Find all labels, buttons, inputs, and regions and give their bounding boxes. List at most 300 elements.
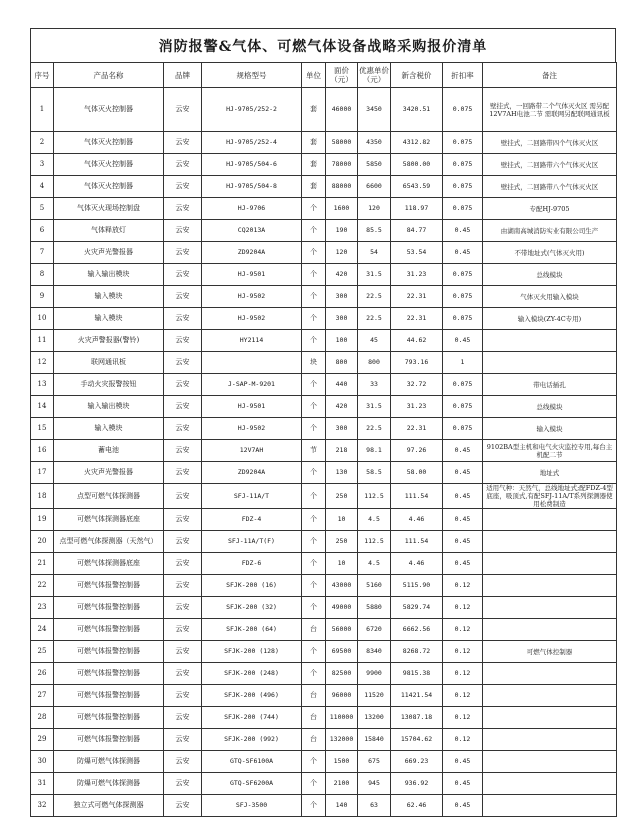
cell-seq: 23 [31,597,54,619]
cell-rate: 0.45 [443,509,483,531]
cell-list-price: 420 [326,264,358,286]
cell-list-price: 88000 [326,176,358,198]
cell-seq: 30 [31,751,54,773]
cell-model [202,352,302,374]
cell-discount-price: 3450 [358,88,391,132]
cell-tax-price: 669.23 [391,751,443,773]
cell-name: 可燃气体报警控制器 [54,619,164,641]
cell-remark: 适用气种：天然气，总线地址式;配FDZ-4型底座，吸顶式,有配SFJ-11A/T系列探测器使用松费制造 [483,484,617,509]
table-row [31,198,617,220]
cell-remark [483,330,617,352]
table-row [31,286,617,308]
cell-unit: 块 [302,352,326,374]
cell-brand: 云安 [164,575,202,597]
cell-tax-price: 793.16 [391,352,443,374]
cell-unit: 个 [302,396,326,418]
cell-rate: 0.45 [443,795,483,817]
cell-discount-price: 13200 [358,707,391,729]
cell-seq: 13 [31,374,54,396]
cell-rate: 0.075 [443,308,483,330]
cell-discount-price: 945 [358,773,391,795]
header-name: 产品名称 [54,63,164,88]
cell-brand: 云安 [164,132,202,154]
cell-name: 防爆可燃气体探测器 [54,751,164,773]
cell-seq: 14 [31,396,54,418]
cell-discount-price: 22.5 [358,308,391,330]
cell-brand: 云安 [164,751,202,773]
cell-tax-price: 31.23 [391,396,443,418]
cell-model: HJ-9502 [202,418,302,440]
cell-model: HJ-9502 [202,286,302,308]
cell-name: 可燃气体报警控制器 [54,685,164,707]
cell-discount-price: 33 [358,374,391,396]
cell-list-price: 46000 [326,88,358,132]
cell-seq: 2 [31,132,54,154]
cell-unit: 个 [302,597,326,619]
table-row [31,220,617,242]
cell-list-price: 82500 [326,663,358,685]
cell-seq: 15 [31,418,54,440]
table-row [31,553,617,575]
cell-brand: 云安 [164,220,202,242]
table-row [31,685,617,707]
cell-tax-price: 6543.59 [391,176,443,198]
cell-remark [483,531,617,553]
cell-remark: 地址式 [483,462,617,484]
cell-discount-price: 31.5 [358,396,391,418]
cell-discount-price: 15840 [358,729,391,751]
cell-model: 12V7AH [202,440,302,462]
cell-discount-price: 85.5 [358,220,391,242]
cell-tax-price: 111.54 [391,531,443,553]
cell-name: 气体释放灯 [54,220,164,242]
cell-seq: 31 [31,773,54,795]
cell-name: 可燃气体探测器底座 [54,553,164,575]
cell-model: SFJ-3500 [202,795,302,817]
cell-rate: 0.45 [443,751,483,773]
cell-list-price: 110000 [326,707,358,729]
cell-unit: 台 [302,729,326,751]
cell-discount-price: 5880 [358,597,391,619]
cell-model: HJ-9705/252-4 [202,132,302,154]
cell-tax-price: 4312.82 [391,132,443,154]
header-model: 规格型号 [202,63,302,88]
cell-rate: 0.45 [443,484,483,509]
cell-unit: 个 [302,242,326,264]
cell-discount-price: 675 [358,751,391,773]
cell-brand: 云安 [164,198,202,220]
cell-discount-price: 4.5 [358,553,391,575]
cell-unit: 个 [302,374,326,396]
header-rate: 折扣率 [443,63,483,88]
cell-discount-price: 45 [358,330,391,352]
cell-brand: 云安 [164,330,202,352]
cell-name: 可燃气体探测器底座 [54,509,164,531]
cell-tax-price: 111.54 [391,484,443,509]
cell-remark: 带电话插孔 [483,374,617,396]
cell-discount-price: 5850 [358,154,391,176]
cell-model: FDZ-4 [202,509,302,531]
cell-model: SFJK-200 (16) [202,575,302,597]
cell-rate: 0.075 [443,286,483,308]
cell-seq: 9 [31,286,54,308]
cell-seq: 27 [31,685,54,707]
cell-brand: 云安 [164,619,202,641]
cell-unit: 个 [302,575,326,597]
cell-unit: 个 [302,484,326,509]
cell-list-price: 69500 [326,641,358,663]
cell-remark: 壁挂式，二回路带四个气体灭火区 [483,132,617,154]
cell-unit: 个 [302,641,326,663]
cell-seq: 6 [31,220,54,242]
cell-remark: 可燃气体控制器 [483,641,617,663]
cell-list-price: 130 [326,462,358,484]
cell-unit: 套 [302,132,326,154]
cell-tax-price: 32.72 [391,374,443,396]
cell-brand: 云安 [164,286,202,308]
cell-discount-price: 54 [358,242,391,264]
cell-brand: 云安 [164,795,202,817]
cell-discount-price: 22.5 [358,286,391,308]
cell-list-price: 132000 [326,729,358,751]
cell-unit: 个 [302,462,326,484]
cell-seq: 21 [31,553,54,575]
cell-brand: 云安 [164,176,202,198]
cell-seq: 18 [31,484,54,509]
cell-model: SFJK-200 (128) [202,641,302,663]
cell-tax-price: 22.31 [391,286,443,308]
cell-remark [483,685,617,707]
cell-name: 蓄电池 [54,440,164,462]
cell-discount-price: 6720 [358,619,391,641]
cell-list-price: 10 [326,509,358,531]
table-row [31,440,617,462]
cell-model: SFJK-200 (744) [202,707,302,729]
cell-model: FDZ-6 [202,553,302,575]
cell-tax-price: 22.31 [391,418,443,440]
cell-rate: 0.45 [443,242,483,264]
cell-discount-price: 6600 [358,176,391,198]
cell-seq: 7 [31,242,54,264]
table-row [31,597,617,619]
cell-remark: 壁挂式，二回路带六个气体灭火区 [483,154,617,176]
table-row [31,619,617,641]
cell-rate: 0.45 [443,440,483,462]
cell-remark: 总线模块 [483,396,617,418]
cell-rate: 0.45 [443,330,483,352]
cell-brand: 云安 [164,531,202,553]
cell-discount-price: 22.5 [358,418,391,440]
table-row [31,531,617,553]
cell-tax-price: 6662.56 [391,619,443,641]
cell-list-price: 58000 [326,132,358,154]
cell-unit: 个 [302,509,326,531]
cell-model: HJ-9501 [202,264,302,286]
cell-tax-price: 84.77 [391,220,443,242]
table-row [31,330,617,352]
header-seq: 序号 [31,63,54,88]
table-row [31,132,617,154]
price-list-sheet [30,28,616,817]
cell-rate: 1 [443,352,483,374]
cell-discount-price: 8340 [358,641,391,663]
cell-rate: 0.45 [443,553,483,575]
cell-rate: 0.12 [443,663,483,685]
cell-rate: 0.45 [443,462,483,484]
cell-name: 可燃气体报警控制器 [54,575,164,597]
cell-name: 气体灭火控制器 [54,88,164,132]
cell-brand: 云安 [164,484,202,509]
cell-rate: 0.075 [443,374,483,396]
cell-list-price: 800 [326,352,358,374]
cell-remark [483,773,617,795]
cell-seq: 8 [31,264,54,286]
page-title: 消防报警&气体、可燃气体设备战略采购报价清单 [30,28,616,62]
cell-list-price: 120 [326,242,358,264]
cell-tax-price: 15704.62 [391,729,443,751]
cell-discount-price: 9900 [358,663,391,685]
cell-remark: 不带地址式(气体灭火用) [483,242,617,264]
cell-brand: 云安 [164,88,202,132]
cell-name: 独立式可燃气体探测器 [54,795,164,817]
cell-seq: 16 [31,440,54,462]
cell-remark: 输入模块 [483,418,617,440]
cell-list-price: 96000 [326,685,358,707]
cell-list-price: 49000 [326,597,358,619]
cell-tax-price: 97.26 [391,440,443,462]
cell-discount-price: 4350 [358,132,391,154]
cell-model: SFJK-200 (992) [202,729,302,751]
cell-model: SFJK-200 (248) [202,663,302,685]
cell-name: 点型可燃气体探测器 [54,484,164,509]
cell-tax-price: 22.31 [391,308,443,330]
cell-seq: 10 [31,308,54,330]
cell-brand: 云安 [164,553,202,575]
cell-list-price: 100 [326,330,358,352]
table-row [31,264,617,286]
cell-remark [483,707,617,729]
cell-rate: 0.12 [443,597,483,619]
table-row [31,418,617,440]
cell-brand: 云安 [164,440,202,462]
cell-brand: 云安 [164,663,202,685]
cell-brand: 云安 [164,707,202,729]
cell-rate: 0.12 [443,575,483,597]
cell-remark [483,751,617,773]
table-row [31,773,617,795]
cell-seq: 19 [31,509,54,531]
cell-list-price: 43000 [326,575,358,597]
cell-tax-price: 8268.72 [391,641,443,663]
cell-discount-price: 5160 [358,575,391,597]
cell-tax-price: 5829.74 [391,597,443,619]
cell-brand: 云安 [164,308,202,330]
cell-rate: 0.075 [443,154,483,176]
cell-tax-price: 5115.90 [391,575,443,597]
cell-brand: 云安 [164,509,202,531]
cell-list-price: 218 [326,440,358,462]
cell-discount-price: 31.5 [358,264,391,286]
cell-name: 输入模块 [54,286,164,308]
cell-list-price: 300 [326,308,358,330]
cell-discount-price: 112.5 [358,484,391,509]
cell-unit: 台 [302,707,326,729]
cell-model: SFJK-200 (64) [202,619,302,641]
cell-list-price: 1500 [326,751,358,773]
cell-seq: 12 [31,352,54,374]
table-row [31,484,617,509]
cell-remark [483,795,617,817]
cell-brand: 云安 [164,641,202,663]
cell-list-price: 440 [326,374,358,396]
cell-list-price: 250 [326,484,358,509]
table-body [31,88,617,817]
header-list-price: 面价（元） [326,63,358,88]
cell-unit: 个 [302,264,326,286]
cell-rate: 0.45 [443,220,483,242]
cell-seq: 22 [31,575,54,597]
cell-name: 可燃气体报警控制器 [54,729,164,751]
cell-remark: 输入模块(ZY-4C专用) [483,308,617,330]
cell-unit: 个 [302,751,326,773]
table-row [31,729,617,751]
cell-tax-price: 9815.38 [391,663,443,685]
cell-list-price: 250 [326,531,358,553]
cell-unit: 套 [302,88,326,132]
cell-brand: 云安 [164,352,202,374]
cell-unit: 节 [302,440,326,462]
cell-brand: 云安 [164,685,202,707]
header-brand: 品牌 [164,63,202,88]
table-row [31,751,617,773]
cell-tax-price: 936.92 [391,773,443,795]
cell-brand: 云安 [164,264,202,286]
cell-name: 输入输出模块 [54,264,164,286]
table-row [31,308,617,330]
cell-unit: 个 [302,286,326,308]
cell-seq: 5 [31,198,54,220]
cell-brand: 云安 [164,374,202,396]
cell-unit: 个 [302,198,326,220]
cell-remark: 壁挂式，二回路带八个气体灭火区 [483,176,617,198]
cell-seq: 26 [31,663,54,685]
header-remark: 备注 [483,63,617,88]
cell-tax-price: 4.46 [391,509,443,531]
cell-brand: 云安 [164,242,202,264]
cell-remark [483,619,617,641]
table-row [31,154,617,176]
cell-model: HJ-9705/252-2 [202,88,302,132]
cell-rate: 0.12 [443,707,483,729]
cell-rate: 0.45 [443,531,483,553]
cell-rate: 0.075 [443,418,483,440]
cell-brand: 云安 [164,396,202,418]
cell-name: 可燃气体报警控制器 [54,707,164,729]
cell-name: 气体灭火现场控制盘 [54,198,164,220]
cell-discount-price: 4.5 [358,509,391,531]
cell-name: 输入模块 [54,418,164,440]
cell-name: 可燃气体报警控制器 [54,641,164,663]
cell-unit: 个 [302,531,326,553]
cell-tax-price: 62.46 [391,795,443,817]
cell-list-price: 190 [326,220,358,242]
cell-discount-price: 11520 [358,685,391,707]
cell-list-price: 420 [326,396,358,418]
cell-name: 手动火灾报警按钮 [54,374,164,396]
cell-brand: 云安 [164,729,202,751]
cell-model: SFJ-11A/T(F) [202,531,302,553]
cell-unit: 个 [302,663,326,685]
cell-discount-price: 98.1 [358,440,391,462]
cell-rate: 0.12 [443,729,483,751]
cell-name: 联网通讯板 [54,352,164,374]
cell-list-price: 56000 [326,619,358,641]
cell-model: ZD9204A [202,242,302,264]
table-row [31,374,617,396]
cell-discount-price: 112.5 [358,531,391,553]
cell-model: ZD9204A [202,462,302,484]
cell-unit: 个 [302,773,326,795]
cell-name: 点型可燃气体探测器（天然气） [54,531,164,553]
cell-tax-price: 4.46 [391,553,443,575]
cell-rate: 0.075 [443,176,483,198]
table-row [31,509,617,531]
cell-name: 火灾声光警报器 [54,242,164,264]
cell-model: HJ-9706 [202,198,302,220]
cell-model: SFJK-200 (32) [202,597,302,619]
cell-remark: 由湖南高城消防实业有限公司生产 [483,220,617,242]
cell-tax-price: 44.62 [391,330,443,352]
cell-rate: 0.075 [443,88,483,132]
cell-discount-price: 63 [358,795,391,817]
cell-brand: 云安 [164,418,202,440]
table-row [31,352,617,374]
cell-name: 火灾声光警报器 [54,462,164,484]
cell-unit: 个 [302,418,326,440]
cell-model: HJ-9502 [202,308,302,330]
table-row [31,242,617,264]
cell-discount-price: 120 [358,198,391,220]
cell-model: HY2114 [202,330,302,352]
cell-tax-price: 118.97 [391,198,443,220]
cell-model: J-SAP-M-9201 [202,374,302,396]
cell-list-price: 10 [326,553,358,575]
cell-unit: 台 [302,619,326,641]
cell-name: 输入输出模块 [54,396,164,418]
cell-name: 可燃气体报警控制器 [54,663,164,685]
header-unit: 单位 [302,63,326,88]
cell-seq: 24 [31,619,54,641]
cell-unit: 套 [302,154,326,176]
cell-model: HJ-9705/504-6 [202,154,302,176]
cell-name: 输入模块 [54,308,164,330]
cell-remark [483,597,617,619]
cell-model: CQ2013A [202,220,302,242]
cell-unit: 个 [302,795,326,817]
cell-rate: 0.075 [443,198,483,220]
cell-model: GTQ-SF6200A [202,773,302,795]
cell-discount-price: 58.5 [358,462,391,484]
cell-remark [483,509,617,531]
cell-unit: 个 [302,330,326,352]
cell-seq: 32 [31,795,54,817]
cell-tax-price: 3420.51 [391,88,443,132]
table-row [31,396,617,418]
cell-name: 气体灭火控制器 [54,154,164,176]
cell-rate: 0.12 [443,641,483,663]
cell-name: 气体灭火控制器 [54,132,164,154]
cell-remark [483,729,617,751]
